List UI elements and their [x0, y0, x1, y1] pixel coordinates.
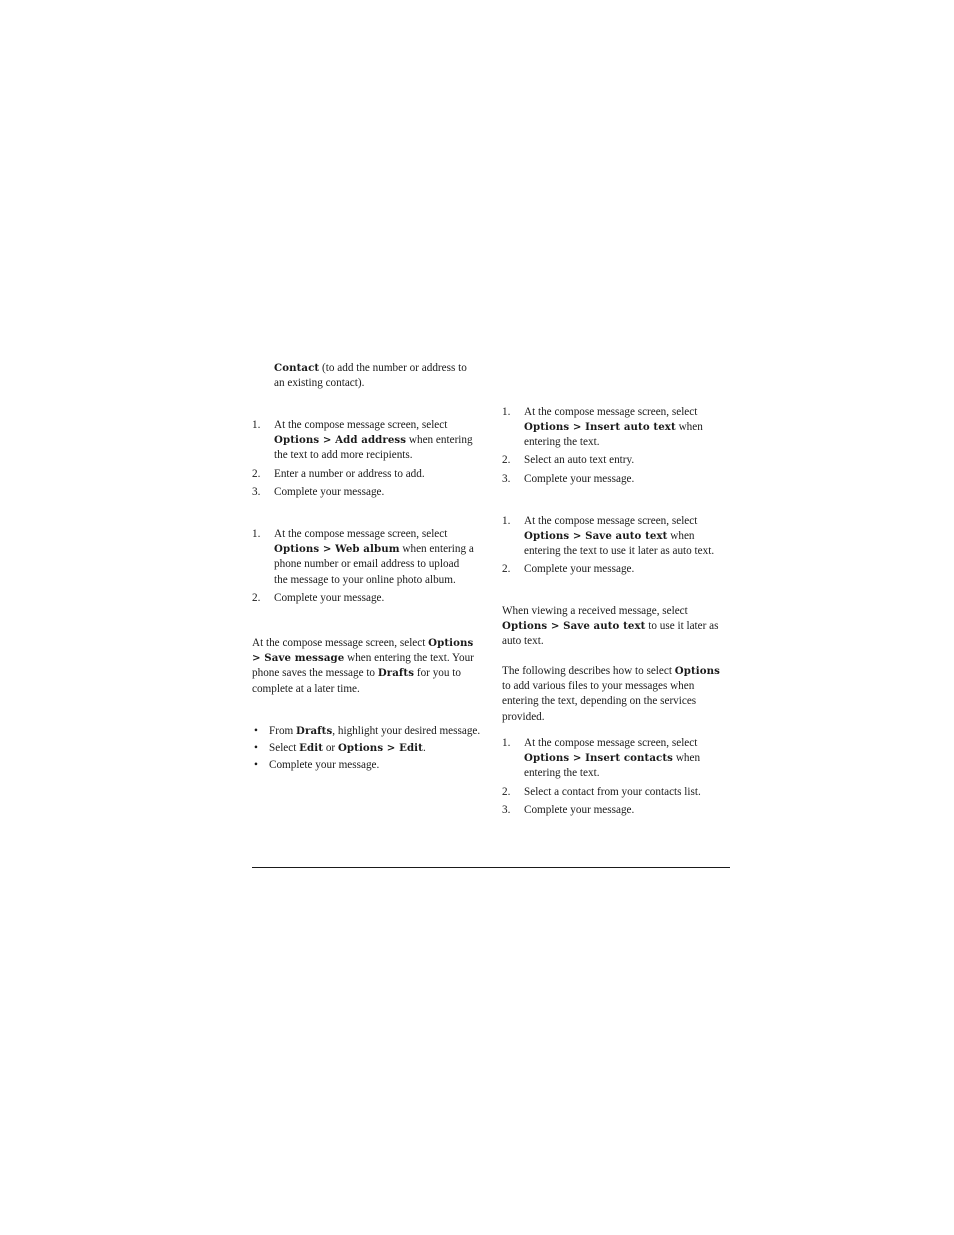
files-paragraph: The following describes how to select Options to add various files to your messages when entering the text, depending on the services provided. — [502, 665, 720, 723]
contact-continuation: Contact (to add the number or address to an existing contact). — [274, 362, 467, 390]
contact-option: Contact — [274, 362, 320, 374]
footer-rule — [252, 867, 730, 868]
received-message-paragraph: When viewing a received message, select Options > Save auto text to use it later as auto text. — [502, 605, 719, 648]
save-message-paragraph: At the compose message screen, select Options > Save message when entering the text. Your phone saves the message to Drafts for you to complete at a later time. — [252, 637, 474, 695]
